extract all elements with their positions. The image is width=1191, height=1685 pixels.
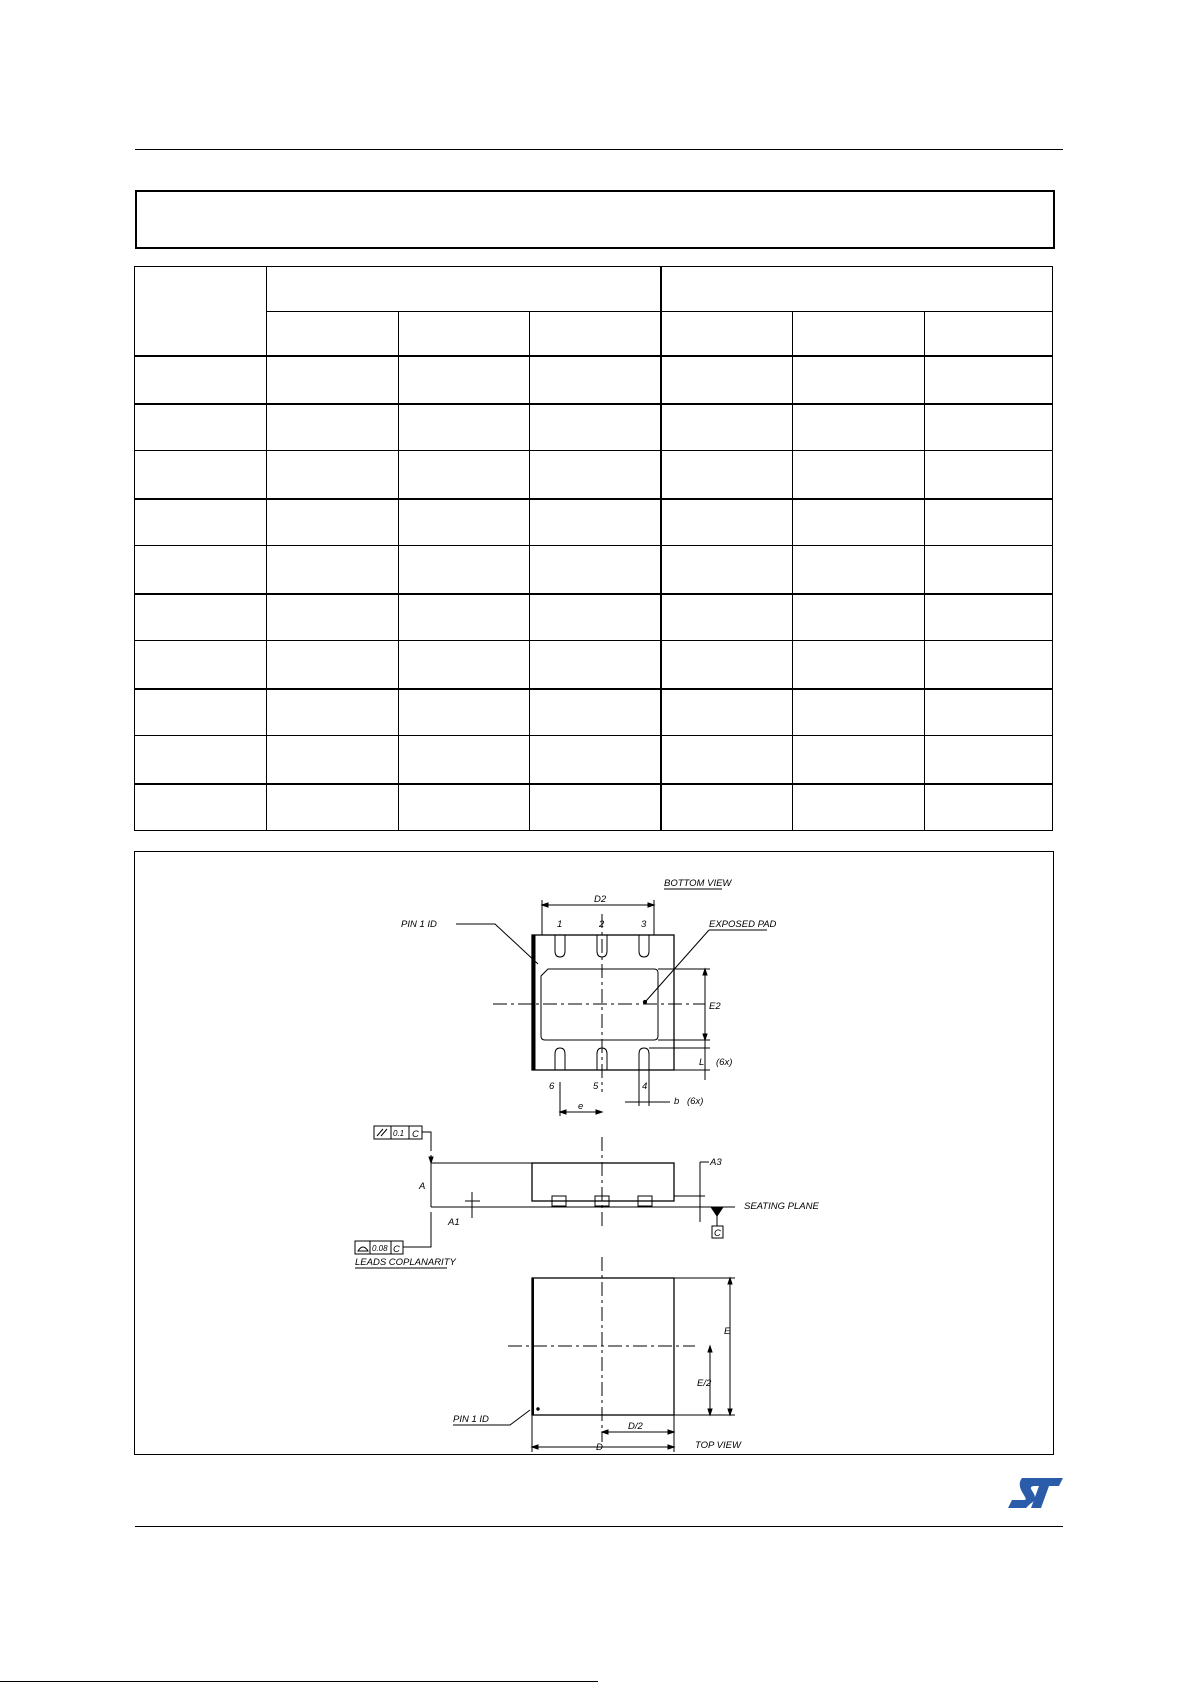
table-cell [399,736,530,784]
parallelism-value: 0.1 [393,1129,405,1138]
pin-number-5: 5 [593,1081,599,1092]
leads-coplanarity-label: LEADS COPLANARITY [355,1257,456,1268]
table-cell [793,736,925,784]
table-cell [661,451,793,499]
header-group-inch [661,267,1053,312]
subheader-cell [925,312,1053,356]
parallelism-leader [422,1132,431,1151]
footer-rule [135,1526,1063,1527]
subheader-cell [793,312,925,356]
table-cell [135,784,267,831]
table-cell [267,404,399,451]
pin1-id-label: PIN 1 ID [401,919,437,930]
e2-label: E2 [709,1001,721,1012]
table-cell [135,499,267,546]
table-cell [793,784,925,831]
table-cell [925,499,1053,546]
table-cell [661,736,793,784]
coplanarity-value: 0.08 [372,1244,388,1253]
table-cell [530,736,661,784]
table-cell [267,594,399,641]
pin-1-pad [555,935,565,957]
table-cell [135,689,267,736]
pin-number-1: 1 [557,919,563,930]
coplanarity-icon [358,1247,368,1251]
top-pin1-id-label: PIN 1 ID [453,1414,489,1425]
d-label: D [596,1442,603,1453]
page-bottom-rule [0,1681,598,1682]
table-cell [530,404,661,451]
pin-number-4: 4 [642,1081,648,1092]
table-cell [135,736,267,784]
e-label: e [578,1101,584,1112]
table-cell [793,451,925,499]
st-logo [1008,1476,1064,1510]
table-title-box [135,190,1055,249]
table-cell [661,689,793,736]
table-cell [793,594,925,641]
subheader-cell [530,312,661,356]
table-cell [135,594,267,641]
l-label: L [699,1057,705,1068]
table-cell [267,689,399,736]
d-half-label: D/2 [628,1421,643,1432]
table-cell [135,641,267,689]
table-row [135,546,1053,594]
table-cell [530,546,661,594]
table-cell [267,451,399,499]
pin-4-pad [639,1048,649,1070]
table-cell [793,546,925,594]
pin-number-2: 2 [599,919,605,930]
table-cell [925,736,1053,784]
table-cell [793,356,925,404]
table-cell [399,404,530,451]
seating-plane-label: SEATING PLANE [744,1201,819,1212]
table-cell [399,499,530,546]
header-symbol-cell [135,267,267,356]
a1-label: A1 [448,1217,460,1228]
parallelism-datum: C [412,1129,419,1140]
table-row [135,784,1053,831]
pin-number-3: 3 [641,919,647,930]
exposed-pad-leader [646,930,709,1001]
table-cell [793,641,925,689]
table-cell [267,736,399,784]
table-cell [925,594,1053,641]
table-cell [793,689,925,736]
table-cell [793,499,925,546]
a-label: A [419,1181,426,1192]
table-row [135,641,1053,689]
subheader-cell [267,312,399,356]
table-cell [530,689,661,736]
dimension-table [134,266,1053,831]
a3-label: A3 [710,1157,722,1168]
table-cell [925,451,1053,499]
pin1-id-leader [456,924,538,964]
b-count-label: (6x) [687,1096,704,1107]
table-cell [661,499,793,546]
top-view-label: TOP VIEW [695,1440,741,1451]
table-cell [530,356,661,404]
b-label: b [674,1096,680,1107]
datum-c-label: C [714,1228,721,1239]
exposed-pad-marker [643,1000,646,1003]
exposed-pad-label: EXPOSED PAD [709,919,777,930]
table-row [135,499,1053,546]
table-row [135,736,1053,784]
table-cell [399,356,530,404]
table-row [135,356,1053,404]
table-cell [925,641,1053,689]
table-cell [530,641,661,689]
table-cell [793,404,925,451]
table-cell [530,784,661,831]
table-row [135,689,1053,736]
subheader-cell [399,312,530,356]
coplanarity-datum: C [393,1244,400,1255]
coplanarity-leader [403,1212,431,1247]
table-cell [267,499,399,546]
table-cell [530,499,661,546]
table-cell [530,451,661,499]
pin-6-pad [555,1048,565,1070]
pin-3-pad [639,935,649,957]
package-outline-drawing [135,852,1053,1454]
a-arrow [429,1157,433,1163]
table-cell [399,451,530,499]
l-count-label: (6x) [716,1057,733,1068]
table-cell [530,594,661,641]
side-view-body [532,1163,674,1201]
table-cell [661,784,793,831]
table-cell [925,546,1053,594]
st-logo-mark [1008,1478,1063,1508]
table-cell [925,784,1053,831]
table-cell [661,356,793,404]
table-cell [267,546,399,594]
table-row [135,404,1053,451]
table-cell [135,404,267,451]
table-header-row [135,267,1053,312]
table-cell [661,641,793,689]
table-cell [135,356,267,404]
table-cell [661,594,793,641]
pin-number-6: 6 [549,1081,555,1092]
table-cell [399,641,530,689]
bottom-view-body [532,935,674,1070]
header-rule [135,149,1063,150]
table-cell [267,784,399,831]
table-cell [399,689,530,736]
e-full-label: E [724,1326,731,1337]
table-cell [399,546,530,594]
d2-label: D2 [594,894,607,905]
table-row [135,451,1053,499]
package-drawing-box [134,851,1054,1455]
header-group-mm [267,267,661,312]
table-cell [925,404,1053,451]
table-cell [267,356,399,404]
e-half-label: E/2 [697,1378,712,1389]
bottom-view-label: BOTTOM VIEW [664,878,732,889]
subheader-cell [661,312,793,356]
table-cell [925,356,1053,404]
table-cell [135,451,267,499]
table-subheader-row [135,312,1053,356]
table-cell [399,594,530,641]
top-pin1-dot [537,1408,539,1410]
table-cell [661,404,793,451]
table-cell [661,546,793,594]
table-cell [925,689,1053,736]
table-cell [399,784,530,831]
table-cell [267,641,399,689]
table-cell [135,546,267,594]
table-row [135,594,1053,641]
datum-triangle [711,1207,723,1216]
